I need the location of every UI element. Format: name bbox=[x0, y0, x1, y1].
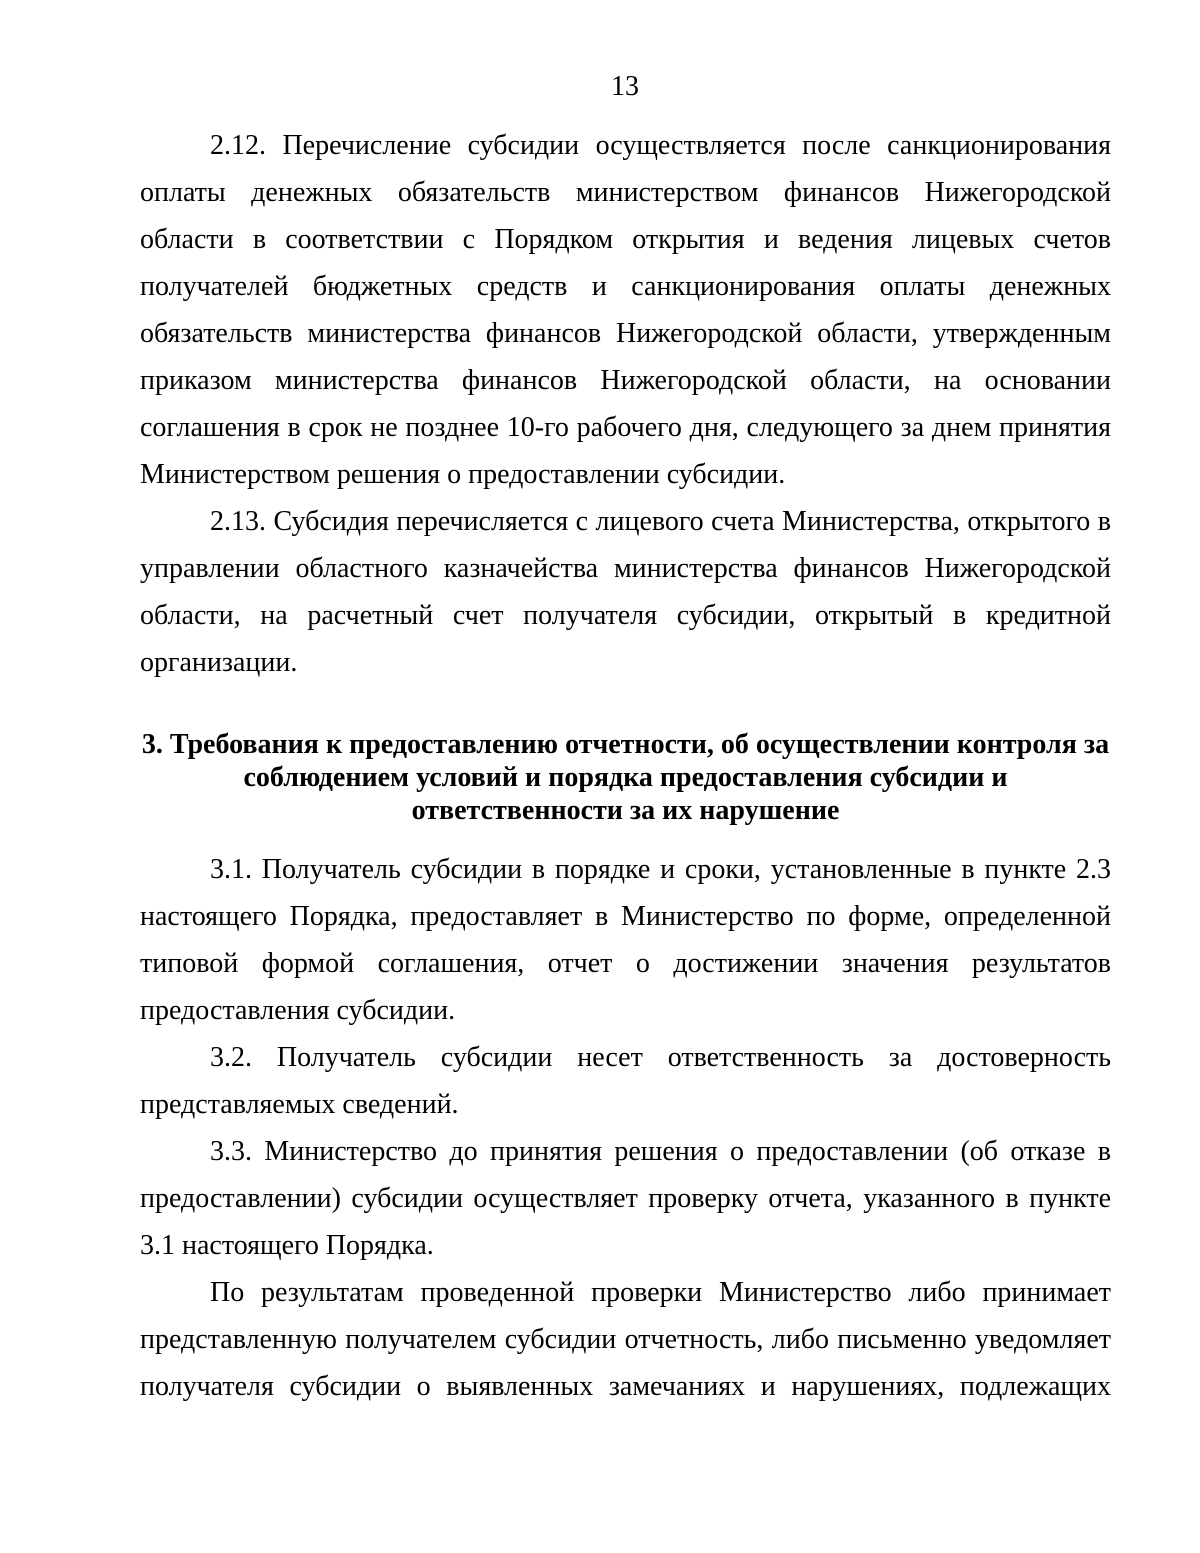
paragraph-3-3: 3.3. Министерство до принятия решения о предоставлении (об отказе в предоставлении) субсидии осуществляет проверку отчета, указанного в пункте 3.1 настоящего Порядка. bbox=[140, 1136, 1111, 1261]
paragraph-3-1: 3.1. Получатель субсидии в порядке и сроки, установленные в пункте 2.3 настоящего Порядка, предоставляет в Министерство по форме, определенной типовой формой соглашения, отчет о достижении значения результатов предоставления субсидии. bbox=[140, 854, 1111, 1026]
section-heading: 3. Требования к предоставлению отчетности, об осуществлении контроля за соблюдением условий и порядка предоставления субсидии и ответственности за их нарушение bbox=[141, 729, 1110, 826]
paragraph-2-13: 2.13. Субсидия перечисляется с лицевого счета Министерства, открытого в управлении областного казначейства министерства финансов Нижегородской области, на расчетный счет получателя субсидии, открытый в кредитной организации. bbox=[140, 506, 1111, 678]
paragraph-2-12: 2.12. Перечисление субсидии осуществляется после санкционирования оплаты денежных обязательств министерством финансов Нижегородской области в соответствии с Порядком открытия и ведения лицевых счетов получателей бюджетных средств и санкционирования оплаты денежных обязательств министерства финансов Нижегородской области, утвержденным приказом министерства финансов Нижегородской области, на основании соглашения в срок не позднее 10-го рабочего дня, следующего за днем принятия Министерством решения о предоставлении субсидии. bbox=[140, 130, 1111, 490]
paragraph-3-2: 3.2. Получатель субсидии несет ответственность за достоверность представляемых сведений. bbox=[140, 1042, 1111, 1120]
paragraph-check-results: По результатам проведенной проверки Министерство либо принимает представленную получателем субсидии отчетность, либо письменно уведомляет получателя субсидии о выявленных замечаниях и нарушениях, подлежащих bbox=[140, 1277, 1111, 1402]
body-text-bottom bbox=[140, 846, 1111, 1410]
page-number: 13 bbox=[611, 71, 639, 102]
body-text-top bbox=[140, 122, 1111, 686]
